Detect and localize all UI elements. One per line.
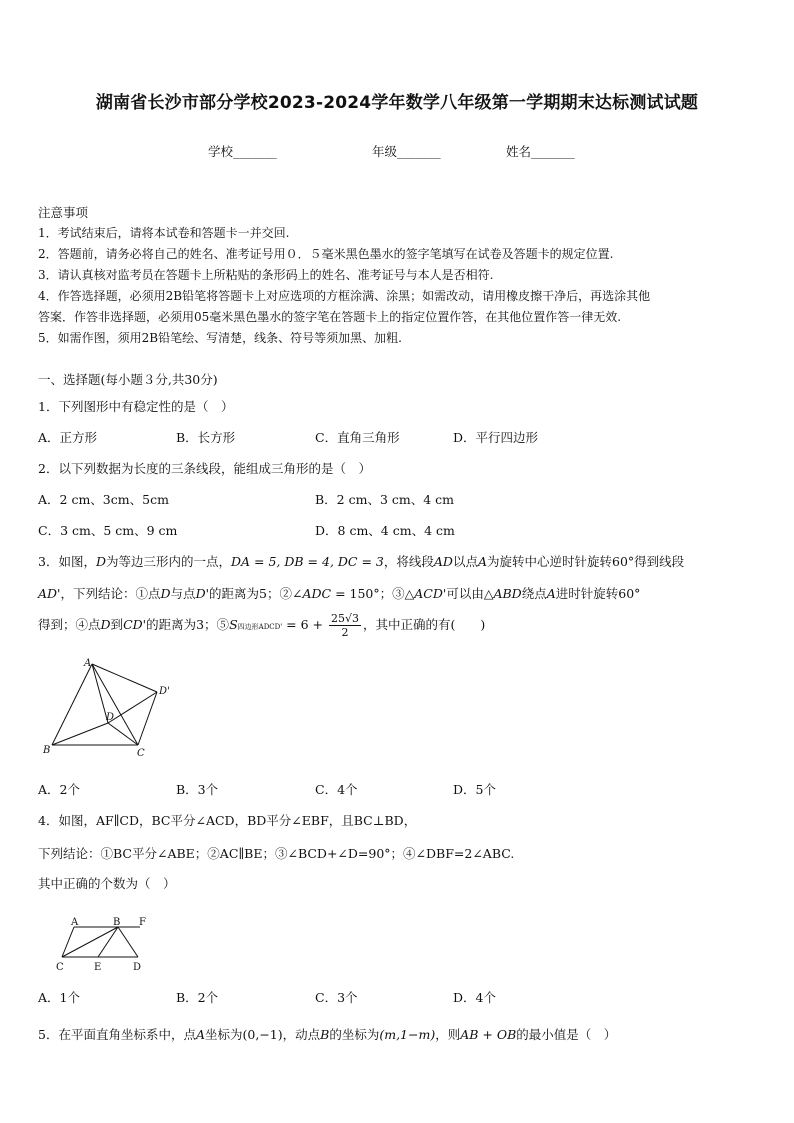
q5-text: ，动点: [282, 1027, 321, 1042]
notice-line: 答案．作答非选择题，必须用05毫米黑色墨水的签字笔在答题卡上的指定位置作答，在其他位置作答一律无效.: [38, 310, 622, 324]
notice-heading: 注意事项: [38, 205, 89, 220]
label-a: A: [84, 658, 92, 669]
notice-line: 4．作答选择题，必须用2B铅笔将答题卡上对应选项的方框涂满、涂黑；如需改动，请用橡皮擦干净后，再选涂其他: [38, 289, 651, 303]
label-d-prime: D': [159, 686, 170, 697]
q4-option-d: D．4个: [453, 990, 496, 1005]
q5-text: ，则: [435, 1027, 461, 1042]
segment-bd: [52, 723, 108, 745]
q3-text: 绕点: [521, 586, 547, 601]
fraction: [329, 612, 361, 639]
segment-ad-prime: [92, 664, 157, 692]
q5-math: (m,1−m): [379, 1027, 436, 1042]
q5-text: 坐标为: [205, 1027, 243, 1042]
notice-line: 3．请认真核对监考员在答题卡上所粘贴的条形码上的姓名、准考证号与本人是否相符.: [38, 268, 494, 282]
q2-option-c: C．3 cm、5 cm、9 cm: [38, 523, 178, 538]
q3-math: D': [195, 586, 210, 601]
q3-option-d: D．5个: [453, 782, 496, 797]
q3-text: 为旋转中心逆时针旋转: [486, 554, 612, 569]
q3-math: CD': [123, 617, 147, 632]
q3-math: 60°: [618, 586, 641, 601]
question-3-line-2: [38, 584, 640, 602]
q4-option-b: B．2个: [176, 990, 219, 1005]
q3-math: ACD': [414, 586, 447, 601]
q3-math: DA = 5, DB = 4, DC = 3: [231, 554, 384, 569]
q3-text: 的距离为3；⑤: [146, 617, 230, 632]
q3-text: 为等边三形内的一点，: [105, 554, 231, 569]
q2-option-a: A．2 cm、3cm、5cm: [38, 492, 169, 507]
notice-line: 2．答题前，请务必将自己的姓名、准考证号用０．５毫米黑色墨水的签字笔填写在试卷及答题卡的规定位置.: [38, 247, 614, 261]
q5-text: 5．在平面直角坐标系中，点: [38, 1027, 196, 1042]
q3-math: AD: [433, 554, 453, 569]
question-2-stem: 2．以下列数据为长度的三条线段，能组成三角形的是（ ）: [38, 461, 371, 476]
segment-bc: [62, 927, 118, 957]
q5-math: A: [195, 1027, 205, 1042]
label-d: D: [106, 712, 115, 723]
section-heading: 一、选择题(每小题３分,共30分): [38, 372, 218, 387]
q1-option-b: B．长方形: [176, 430, 236, 445]
q3-math: D: [95, 554, 106, 569]
q4-figure: [52, 912, 162, 976]
page-title: 湖南省长沙市部分学校2023-2024学年数学八年级第一学期期末达标测试试题: [95, 93, 699, 113]
label-d: D: [133, 962, 142, 973]
label-b: B: [113, 917, 121, 928]
q3-text: ，将线段: [383, 554, 434, 569]
question-1-stem: 1．下列图形中有稳定性的是（ ）: [38, 399, 234, 414]
q3-math: ABD: [493, 586, 522, 601]
question-3-line-1: [38, 552, 684, 570]
name-label: 姓名_______: [506, 144, 575, 159]
q3-text: 的距离为5；②∠: [209, 586, 303, 601]
notice-line: 1．考试结束后，请将本试卷和答题卡一并交回.: [38, 226, 290, 240]
q3-option-b: B．3个: [176, 782, 219, 797]
q3-text: 与点: [170, 586, 196, 601]
question-4-line-2: 下列结论：①BC平分∠ABE；②AC∥BE；③∠BCD+∠D=90°；④∠DBF=2∠ABC.: [38, 846, 515, 861]
q3-math: D: [100, 617, 111, 632]
q3-text: = 150°；③△: [331, 586, 415, 601]
q2-option-d: D．8 cm、4 cm、4 cm: [315, 523, 455, 538]
area-symbol: S: [229, 617, 238, 632]
segment-ac: [62, 927, 74, 957]
q3-text: 3．如图，: [38, 554, 96, 569]
q3-text: 得到；④点: [38, 617, 101, 632]
area-subscript: 四边形ADCD': [237, 623, 283, 631]
question-5-stem: [38, 1025, 616, 1043]
q3-text: ，下列结论：①点: [60, 586, 161, 601]
q5-text: 的坐标为: [329, 1027, 380, 1042]
q3-text: 以点: [452, 554, 478, 569]
q5-text: 的最小值是（ ）: [516, 1027, 617, 1042]
q3-text: 可以由△: [446, 586, 494, 601]
notice-line: 5．如需作图，须用2B铅笔绘、写清楚，线条、符号等须加黑、加粗.: [38, 331, 402, 345]
q3-text: 进时针旋转: [555, 586, 619, 601]
q1-option-c: C．直角三角形: [315, 430, 400, 445]
label-c: C: [137, 748, 145, 758]
label-b: B: [43, 745, 51, 756]
segment-cd: [108, 723, 138, 745]
q3-text: 得到线段: [634, 554, 685, 569]
label-c: C: [56, 962, 64, 973]
q3-option-a: A．2个: [38, 782, 80, 797]
q3-option-c: C．4个: [315, 782, 358, 797]
q3-math: ADC: [302, 586, 332, 601]
q3-math: = 6 +: [282, 617, 327, 632]
segment-ab: [52, 664, 92, 745]
segment-be: [98, 927, 118, 957]
segment-bd: [118, 927, 138, 957]
q3-math: A: [546, 586, 556, 601]
question-4-stem: 4．如图，AF∥CD，BC平分∠ACD，BD平分∠EBF，且BC⊥BD，: [38, 813, 417, 828]
q3-math: A: [477, 554, 487, 569]
q1-option-a: A．正方形: [38, 430, 98, 445]
fraction-denominator: 2: [341, 626, 349, 639]
q2-option-b: B．2 cm、3 cm、4 cm: [315, 492, 455, 507]
grade-label: 年级_______: [372, 144, 441, 159]
q3-text: 到: [110, 617, 124, 632]
segment-ac: [92, 664, 138, 745]
q3-math: AD': [38, 586, 61, 601]
q3-figure: [40, 656, 180, 758]
q5-math: B: [320, 1027, 330, 1042]
fraction-numerator: 25√3: [331, 612, 360, 625]
label-f: F: [139, 917, 146, 928]
label-e: E: [94, 962, 102, 973]
school-label: 学校_______: [208, 144, 277, 159]
q4-option-c: C．3个: [315, 990, 358, 1005]
label-a: A: [71, 917, 79, 928]
question-3-line-3: [38, 612, 485, 639]
q5-math: AB + OB: [460, 1027, 517, 1042]
q4-option-a: A．1个: [38, 990, 80, 1005]
segment-dd-prime: [108, 692, 157, 723]
q3-math: D: [160, 586, 171, 601]
q5-math: (0,−1): [242, 1027, 283, 1042]
question-4-line-3: 其中正确的个数为（ ）: [38, 876, 176, 891]
q3-math: 60°: [612, 554, 635, 569]
q1-option-d: D．平行四边形: [453, 430, 539, 445]
q3-text: ，其中正确的有( ): [363, 617, 486, 632]
segment-cd-prime: [138, 692, 157, 745]
